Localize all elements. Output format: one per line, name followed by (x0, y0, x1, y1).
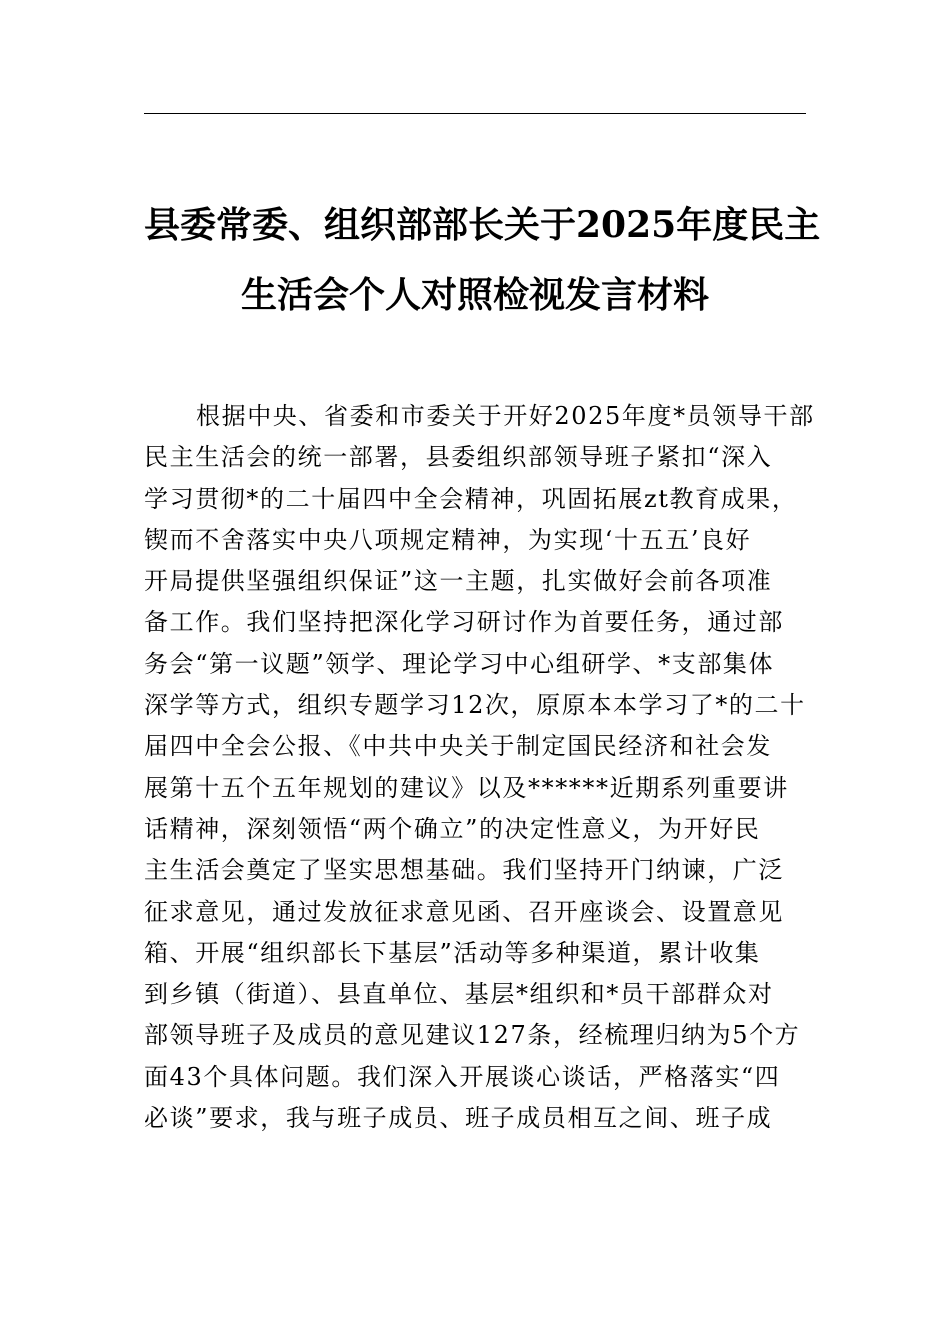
body-line: 学习贯彻*的二十届四中全会精神，巩固拓展zt教育成果， (144, 484, 798, 513)
body-line: 备工作。我们坚持把深化学习研讨作为首要任务，通过部 (144, 608, 784, 637)
body-line: 面43个具体问题。我们深入开展谈心谈话，严格落实“四 (144, 1062, 781, 1091)
title-line-1: 县委常委、组织部部长关于2025年度民主 (144, 204, 821, 246)
title-line-2: 生活会个人对照检视发言材料 (240, 274, 709, 316)
body-line: 民主生活会的统一部署，县委组织部领导班子紧扣“深入 (144, 443, 773, 472)
body-line: 展第十五个五年规划的建议》以及******近期系列重要讲 (144, 773, 789, 802)
header-rule (144, 113, 806, 114)
body-line: 务会“第一议题”领学、理论学习中心组研学、*支部集体 (144, 649, 775, 678)
body-line: 主生活会奠定了坚实思想基础。我们坚持开门纳谏，广泛 (144, 856, 784, 885)
body-line: 话精神，深刻领悟“两个确立”的决定性意义，为开好民 (144, 814, 761, 843)
document-title (144, 190, 821, 330)
body-line: 征求意见，通过发放征求意见函、召开座谈会、设置意见 (144, 897, 784, 926)
body-line: 开局提供坚强组织保证”这一主题，扎实做好会前各项准 (144, 567, 773, 596)
body-line: 根据中央、省委和市委关于开好2025年度*员领导干部 (196, 402, 815, 430)
body-line: 必谈”要求，我与班子成员、班子成员相互之间、班子成 (144, 1104, 773, 1133)
body-line: 到乡镇（街道）、县直单位、基层*组织和*员干部群众对 (144, 980, 774, 1009)
body-line: 部领导班子及成员的意见建议127条，经梳理归纳为5个方 (144, 1021, 801, 1050)
body-line: 箱、开展“组织部长下基层”活动等多种渠道，累计收集 (144, 938, 761, 967)
body-line: 锲而不舍落实中央八项规定精神，为实现‘十五五’良好 (144, 525, 752, 554)
body-paragraph (144, 396, 815, 1139)
body-line: 深学等方式，组织专题学习12次，原原本本学习了*的二十 (144, 691, 806, 720)
body-line: 届四中全会公报、《中共中央关于制定国民经济和社会发 (144, 732, 772, 761)
